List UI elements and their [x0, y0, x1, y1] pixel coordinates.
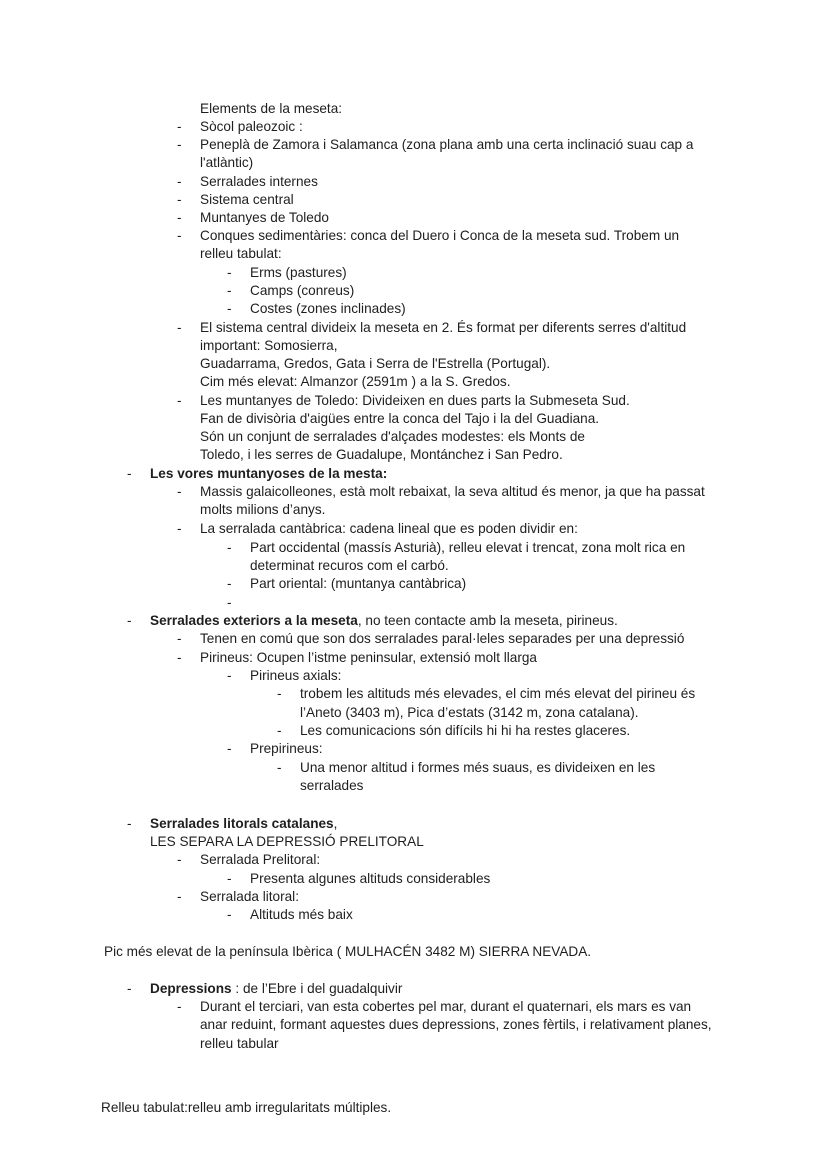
line-text: Pirineus axials:	[250, 668, 342, 683]
heading-list-item	[150, 981, 402, 997]
heading-list-item	[150, 466, 387, 482]
list-bullet-dash: -	[177, 650, 182, 665]
line-text: Pirineus: Ocupen l’istme peninsular, extensió molt llarga	[200, 650, 537, 665]
list-item-text	[104, 944, 591, 960]
list-item-text	[200, 174, 318, 190]
line-text: ,	[333, 816, 338, 831]
line-text: Cim més elevat: Almanzor (2591m ) a la S. Gredos.	[200, 374, 511, 389]
line-text: La serralada cantàbrica: cadena lineal que es poden dividir en:	[200, 521, 578, 536]
list-item-text	[200, 374, 511, 390]
list-bullet-dash: -	[227, 595, 232, 610]
line-text: Durant el terciari, van esta cobertes pel mar, durant el quaternari, els mars es van	[200, 999, 692, 1014]
list-bullet-dash: -	[127, 466, 132, 481]
list-bullet-dash: -	[277, 723, 282, 738]
line-text: Part oriental: (muntanya cantàbrica)	[250, 576, 467, 591]
list-bullet-dash: -	[227, 741, 232, 756]
list-bullet-dash: -	[177, 210, 182, 225]
list-item-text	[200, 502, 325, 518]
list-bullet-dash: -	[127, 613, 132, 628]
line-text: , no teen contacte amb la meseta, pirineus.	[357, 613, 618, 628]
line-text: Erms (pastures)	[250, 265, 347, 280]
line-text: Relleu tabulat:relleu amb irregularitats múltiples.	[101, 1100, 392, 1115]
heading-list-item	[150, 816, 337, 832]
list-item-text	[250, 301, 406, 317]
list-item-text	[200, 246, 282, 262]
list-item-text	[200, 650, 537, 666]
list-bullet-dash: -	[177, 228, 182, 243]
list-bullet-dash: -	[227, 871, 232, 886]
list-bullet-dash: -	[177, 320, 182, 335]
list-item-text	[200, 192, 294, 208]
list-bullet-dash: -	[177, 999, 182, 1014]
list-item-text	[200, 521, 578, 537]
line-text: relleu tabular	[200, 1036, 279, 1051]
list-bullet-dash: -	[177, 852, 182, 867]
list-bullet-dash: -	[227, 540, 232, 555]
line-text: LES SEPARA LA DEPRESSIÓ PRELITORAL	[150, 834, 424, 849]
list-bullet-dash: -	[177, 393, 182, 408]
list-item-text	[200, 338, 338, 354]
list-item-text	[200, 411, 599, 427]
list-item-text	[200, 1017, 712, 1033]
line-text: trobem les altituds més elevades, el cim més elevat del pirineu és	[300, 686, 696, 701]
line-text: Conques sedimentàries: conca del Duero i Conca de la meseta sud. Trobem un	[200, 228, 680, 243]
line-text: Camps (conreus)	[250, 283, 355, 298]
list-bullet-dash: -	[177, 521, 182, 536]
list-item-text	[200, 320, 686, 336]
list-item-text	[200, 228, 679, 244]
line-text: Muntanyes de Toledo	[200, 210, 329, 225]
list-bullet-dash: -	[127, 816, 132, 831]
list-item-text	[200, 155, 253, 171]
bold-heading: Depressions	[150, 981, 232, 996]
line-text: molts milions d’anys.	[200, 502, 326, 517]
list-bullet-dash: -	[177, 631, 182, 646]
line-text: Serralades internes	[200, 174, 318, 189]
list-bullet-dash: -	[127, 981, 132, 996]
list-item-text	[250, 265, 347, 281]
list-item-text	[250, 283, 354, 299]
list-item-text	[200, 429, 585, 445]
line-text: anar reduint, formant aquestes dues depressions, zones fèrtils, i relativament planes,	[200, 1017, 712, 1032]
list-bullet-dash: -	[177, 889, 182, 904]
line-text: determinat recuros com el carbó.	[250, 558, 449, 573]
line-text: Les comunicacions són difícils hi hi ha restes glaceres.	[300, 723, 631, 738]
list-item-text	[200, 889, 299, 905]
list-bullet-dash: -	[277, 760, 282, 775]
line-text: Part occidental (massís Asturià), relleu elevat i trencat, zona molt rica en	[250, 540, 686, 555]
list-item-text	[101, 1100, 391, 1116]
line-text: Tenen en comú que son dos serralades paral·leles separades per una depressió	[200, 631, 685, 646]
line-text: Peneplà de Zamora i Salamanca (zona plana amb una certa inclinació suau cap a	[200, 137, 694, 152]
list-item-text	[250, 540, 685, 556]
list-item-text	[300, 723, 630, 739]
line-text: El sistema central divideix la meseta en 2. És format per diferents serres d'altitud	[200, 320, 687, 335]
bold-heading: Les vores muntanyoses de la mesta:	[150, 466, 388, 481]
list-bullet-dash: -	[177, 137, 182, 152]
list-bullet-dash: -	[177, 119, 182, 134]
list-item-text	[250, 558, 449, 574]
line-text: Costes (zones inclinades)	[250, 301, 406, 316]
list-bullet-dash: -	[177, 192, 182, 207]
line-text: Altituds més baix	[250, 907, 353, 922]
list-item-text	[200, 101, 342, 117]
line-text: Fan de divisòria d'aigües entre la conca del Tajo i la del Guadiana.	[200, 411, 600, 426]
list-item-text	[250, 668, 341, 684]
list-item-text	[300, 705, 639, 721]
list-bullet-dash: -	[177, 484, 182, 499]
list-item-text	[200, 484, 705, 500]
line-text: Elements de la meseta:	[200, 101, 343, 116]
list-bullet-dash: -	[227, 576, 232, 591]
line-text: important: Somosierra,	[200, 338, 338, 353]
heading-list-item	[150, 613, 618, 629]
list-bullet-dash: -	[227, 265, 232, 280]
line-text: relleu tabulat:	[200, 246, 282, 261]
line-text: l'atlàntic)	[200, 155, 254, 170]
list-item-text	[200, 210, 329, 226]
list-item-text	[200, 137, 693, 153]
list-bullet-dash: -	[227, 283, 232, 298]
bold-heading: Serralades litorals catalanes	[150, 816, 334, 831]
list-item-text	[300, 778, 363, 794]
list-item-text	[150, 834, 424, 850]
list-item-text	[200, 119, 303, 135]
list-bullet-dash: -	[227, 907, 232, 922]
list-item-text	[200, 631, 684, 647]
line-text: Sòcol paleozoic :	[200, 119, 303, 134]
list-bullet-dash: -	[277, 686, 282, 701]
line-text: serralades	[300, 778, 364, 793]
line-text: Massis galaicolleones, està molt rebaixat, la seva altitud és menor, ja que ha passat	[200, 484, 705, 499]
line-text: Serralada Prelitoral:	[200, 852, 321, 867]
bold-heading: Serralades exteriors a la meseta	[150, 613, 358, 628]
list-bullet-dash: -	[227, 668, 232, 683]
list-item-text	[200, 999, 691, 1015]
line-text: Presenta algunes altituds considerables	[250, 871, 491, 886]
list-item-text	[200, 1036, 279, 1052]
list-item-text	[250, 907, 353, 923]
line-text: Prepirineus:	[250, 741, 323, 756]
list-bullet-dash: -	[227, 301, 232, 316]
line-text: Sistema central	[200, 192, 294, 207]
line-text: Les muntanyes de Toledo: Divideixen en dues parts la Submeseta Sud.	[200, 393, 630, 408]
list-item-text	[250, 576, 466, 592]
line-text: Serralada litoral:	[200, 889, 299, 904]
line-text: Toledo, i les serres de Guadalupe, Montánchez i San Pedro.	[200, 447, 563, 462]
line-text: Són un conjunt de serralades d'alçades modestes: els Monts de	[200, 429, 585, 444]
list-item-text	[200, 356, 550, 372]
list-item-text	[200, 852, 320, 868]
list-bullet-dash: -	[177, 174, 182, 189]
list-item-text	[200, 447, 563, 463]
line-text: Guadarrama, Gredos, Gata i Serra de l'Estrella (Portugal).	[200, 356, 551, 371]
line-text: l’Aneto (3403 m), Pica d’estats (3142 m, zona catalana).	[300, 705, 639, 720]
list-item-text	[250, 871, 490, 887]
line-text: Pic més elevat de la península Ibèrica ( MULHACÉN 3482 M) SIERRA NEVADA.	[104, 944, 592, 959]
line-text: : de l’Ebre i del guadalquivir	[231, 981, 403, 996]
list-item-text	[300, 686, 695, 702]
list-item-text	[250, 741, 323, 757]
list-item-text	[300, 760, 655, 776]
list-item-text	[200, 393, 630, 409]
line-text: Una menor altitud i formes més suaus, es divideixen en les	[300, 760, 656, 775]
